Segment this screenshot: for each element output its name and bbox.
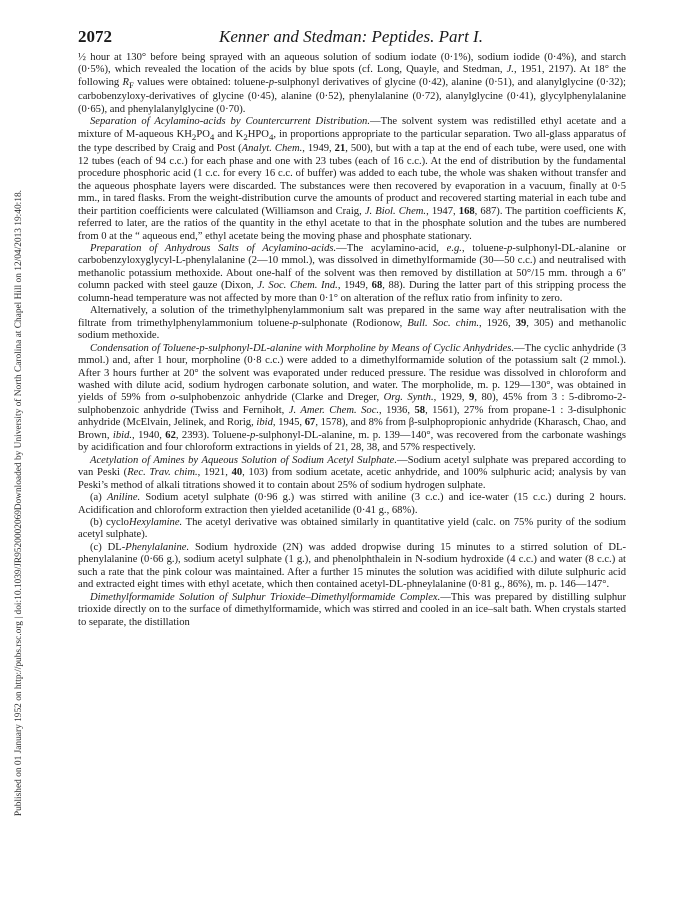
publication-note: Published on 01 January 1952 on http://pubs.rsc.org | doi:10.1039/JR9520002069	[14, 510, 24, 817]
download-watermark	[4, 190, 34, 817]
page-number: 2072	[78, 27, 112, 46]
paragraph: Separation of Acylamino-acids by Countercurrent Distribution.—The solvent system was redistilled ethyl acetate and a mixture of M-aqueous $KH_2PO_4$ and $K_2HPO_4$, in proportions appropriate to the particular separation. Two all-glass apparatus of the type described by Craig and Post (Analyt. Chem., 1949, 21, 500), but with a tap at the end of each tube, were used, one with 12 tubes (each of 94 c.c.) for each phase and one with 23 tubes (each of 16 c.c.). At the end of distribution by the fundamental procedure phosphoric acid (1 c.c. for every 16 c.c. of buffer) was added to each tube, the whole was shaken without transfer and the aqueous phosphate layers were discarded. The substances were then recovered by evaporation in a vacuum, finally at 0·5 mm., in tared flasks. From the weight-distribution curve the amounts of product and recovered starting material in each tube and their partition coefficients were calculated (Williamson and Craig, J. Biol. Chem., 1947, 168, 687). The partition coefficients K, referred to later, are the ratios of the quantity in the ethyl acetate to that in the phosphate solution and the tubes are numbered from 0 at the “ aqueous end,” ethyl acetate being the moving phase and phosphate stationary.	[78, 116, 627, 242]
paragraph: Acetylation of Amines by Aqueous Solution of Sodium Acetyl Sulphate.—Sodium acetyl sulphate was prepared according to van Peski (Rec. Trav. chim., 1921, 40, 103) from sodium acetate, acetic anhydride, and 100% sulphuric acid; analysis by van Peski’s method of alkali titrations showed it to contain about 25% of sodium hydrogen sulphate.	[78, 454, 627, 491]
paragraph: (c) DL-Phenylalanine. Sodium hydroxide (2N) was added dropwise during 15 minutes to a stirred solution of DL-phenylalanine (0·66 g.), sodium acetyl sulphate (1 g.), and phenolphthalein in N-sodium hydroxide (4 c.c.) and water (8 c.c.) at such a rate that the pink colour was maintained. After a further 15 minutes the solution was acidified with dilute sulphuric acid and extracted eight times with ethyl acetate, which then contained acetyl-DL-phneylalanine (0·81 g., 86%), m. p. 146—147°.	[78, 541, 626, 591]
paragraph: Condensation of Toluene-p-sulphonyl-DL-alanine with Morpholine by Means of Cyclic Anhydrides.—The cyclic anhydride (3 mmol.) and, after 1 hour, morpholine (0·8 c.c.) were added to a dimethylformamide solution of the potassium salt (2 mmol.). After 3 hours further at 20° the solvent was evaporated under reduced pressure. The residue was dissolved in chloroform and washed with dilute acid, sodium hydrogen carbonate solution, and water. The morpholide, m. p. 129—130°, was obtained in yields of 59% from o-sulphobenzoic anhydride (Clarke and Dreger, Org. Synth., 1929, 9, 80), 45% from 3 : 5-dibromo-2-sulphobenzoic anhydride (Twiss and Fernihołt, J. Amer. Chem. Soc., 1936, 58, 1561), 27% from propane-1 : 3-disulphonic anhydride (McElvain, Jelinek, and Rorig, ibid, 1945, 67, 1578), and 8% from β-sulphopropionic anhydride (Kharasch, Chao, and Brown, ibid., 1940, 62, 2393). Toluene-p-sulphonyl-DL-alanine, m. p. 139—140°, was recovered from the carbonate washings by acidification and four chloroform extractions in yields of 21, 28, 38, and 57% respectively.	[78, 342, 627, 454]
paragraph: ½ hour at 130° before being sprayed with an aqueous solution of sodium iodate (0·1%), sodium iodide (0·4%), and starch (0·5%), which revealed the location of the acids by blue spots (cf. Long, Quayle, and Stedman, J., 1951, 2197). At 18° the following $R_F$ values were obtained: toluene-p-sulphonyl derivatives of glycine (0·42), alanine (0·51), and alanylglycine (0·32); carbobenzyloxy-derivatives of glycine (0·45), alanine (0·52), phenylalanine (0·72), alanylglycine (0·41), glycylphenylalanine (0·65), and phenylalanylglycine (0·70).	[78, 52, 626, 115]
paragraph: (b) cycloHexylamine. The acetyl derivative was obtained similarly in quantitative yield (calc. on 75% purity of the sodium acetyl sulphate).	[78, 516, 626, 541]
paragraph: (a) Aniline. Sodium acetyl sulphate (0·96 g.) was stirred with aniline (3 c.c.) and ice-water (15 c.c.) during 2 hours. Acidification and chloroform extraction then yielded acetanilide (0·41 g., 68%).	[78, 492, 626, 516]
article-body	[78, 52, 626, 629]
running-title: Kenner and Stedman: Peptides. Part I.	[219, 27, 483, 46]
paragraph: Alternatively, a solution of the trimethylphenylammonium salt was prepared in the same way after neutralisation with the filtrate from trimethylphenylammonium toluene-p-sulphonate (Rodionow, Bull. Soc. chim., 1926, 39, 305) and methanolic sodium methoxide.	[78, 305, 627, 342]
running-header	[78, 27, 624, 49]
paragraph: Preparation of Anhydrous Salts of Acylamino-acids.—The acylamino-acid, e.g., toluene-p-sulphonyl-DL-alanine or carbobenzyloxyglycyl-L-phenylalanine (2—10 mmol.), was dissolved in dimethylformamide (30—50 c.c.) and neutralised with methanolic potassium methoxide. About one-half of the solvent was then removed by distillation at 50°/15 mm. through a 6″ column packed with steel gauze (Dixon, J. Soc. Chem. Ind., 1949, 68, 88). During the latter part of this stripping process the column-head temperature was not affected by more than 0·1° on alteration of the reflux ratio from infinity to zero.	[78, 243, 627, 304]
download-note: Downloaded by University of North Carolina at Chapel Hill on 12/04/2013 19:40:18.	[14, 190, 24, 511]
paragraph: Dimethylformamide Solution of Sulphur Trioxide–Dimethylformamide Complex.—This was prepared by distilling sulphur trioxide directly on to the surface of dimethylformamide, which was stirred and cooled in an ice–salt bath. When crystals started to separate, the distillation	[78, 591, 627, 628]
